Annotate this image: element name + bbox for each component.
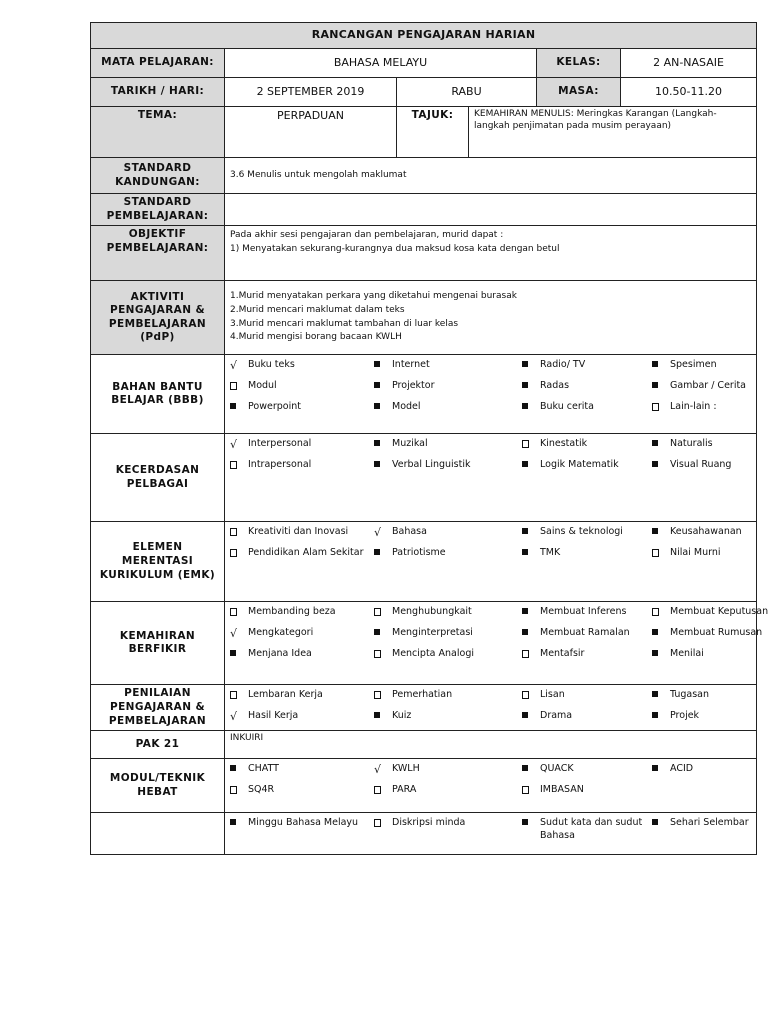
emk-grid — [230, 524, 751, 563]
option-item — [652, 817, 771, 842]
class-label: KELAS: — [537, 49, 621, 78]
option-label: Visual Ruang — [670, 458, 732, 470]
filled-square-icon — [522, 459, 540, 472]
last-row-options — [225, 813, 757, 855]
option-item — [374, 547, 516, 562]
empty-box-icon — [522, 784, 540, 799]
filled-square-icon — [374, 359, 392, 372]
option-label: Nilai Murni — [670, 546, 721, 558]
option-item — [374, 817, 516, 842]
filled-square-icon — [522, 710, 540, 723]
option-item — [374, 359, 516, 374]
theme-value: PERPADUAN — [225, 107, 397, 158]
option-item — [374, 763, 516, 778]
option-item — [374, 526, 516, 541]
pak21-label: PAK 21 — [91, 731, 225, 759]
option-item — [522, 526, 646, 541]
option-label: Modul — [248, 379, 277, 391]
option-item — [374, 784, 516, 799]
option-item — [522, 401, 646, 416]
option-label: PARA — [392, 783, 417, 795]
checkmark-icon — [374, 763, 392, 778]
option-item — [652, 606, 771, 621]
empty-box-icon — [374, 689, 392, 704]
option-label: Sains & teknologi — [540, 526, 623, 538]
modul-grid — [230, 761, 751, 800]
option-label: KWLH — [392, 763, 420, 775]
option-item — [652, 438, 771, 453]
option-label: Tugasan — [670, 689, 710, 701]
filled-square-icon — [652, 380, 670, 393]
emk-options — [225, 522, 757, 602]
filled-square-icon — [374, 380, 392, 393]
option-label: Sehari Selembar — [670, 817, 749, 829]
option-item — [522, 784, 646, 799]
time-value: 10.50-11.20 — [621, 78, 757, 107]
option-item — [230, 606, 368, 621]
filled-square-icon — [652, 710, 670, 723]
option-label: Radio/ TV — [540, 359, 586, 371]
option-item — [374, 689, 516, 704]
pak21-value: INKUIRI — [225, 731, 757, 759]
activity-item: 2.Murid mencari maklumat dalam teks — [230, 305, 405, 316]
last-row-grid — [230, 815, 751, 844]
option-label: Intrapersonal — [248, 458, 312, 470]
lesson-plan-table — [90, 22, 769, 855]
activity-item: 3.Murid mencari maklumat tambahan di luar kelas — [230, 318, 459, 329]
bbb-label: BAHAN BANTU BELAJAR (BBB) — [91, 355, 225, 434]
checkmark-icon — [374, 526, 392, 541]
option-label: Menilai — [670, 647, 704, 659]
checkmark-icon — [230, 627, 248, 642]
filled-square-icon — [652, 817, 670, 830]
filled-square-icon — [652, 459, 670, 472]
option-item — [374, 401, 516, 416]
theme-label: TEMA: — [91, 107, 225, 158]
option-item — [652, 380, 771, 395]
option-item — [230, 710, 368, 725]
option-item — [652, 526, 771, 541]
penilaian-grid — [230, 687, 751, 726]
filled-square-icon — [652, 438, 670, 451]
option-item — [230, 526, 368, 541]
filled-square-icon — [374, 547, 392, 560]
option-item — [230, 459, 368, 474]
option-label: Pendidikan Alam Sekitar — [248, 546, 364, 558]
option-item — [522, 763, 646, 778]
option-item — [652, 689, 771, 704]
objective-intro: Pada akhir sesi pengajaran dan pembelajaran, murid dapat : — [230, 230, 504, 241]
activities-cell — [225, 281, 757, 355]
emk-label: ELEMEN MERENTASI KURIKULUM (EMK) — [91, 522, 225, 602]
day-value: RABU — [397, 78, 537, 107]
filled-square-icon — [652, 359, 670, 372]
empty-box-icon — [522, 689, 540, 704]
subject-value: BAHASA MELAYU — [225, 49, 537, 78]
option-label: Verbal Linguistik — [392, 458, 471, 470]
option-label: Pemerhatian — [392, 689, 453, 701]
option-label: Membuat Inferens — [540, 606, 627, 618]
filled-square-icon — [652, 648, 670, 661]
filled-square-icon — [374, 401, 392, 414]
empty-box-icon — [230, 380, 248, 395]
filled-square-icon — [230, 648, 248, 661]
option-item — [374, 438, 516, 453]
option-label: Patriotisme — [392, 546, 446, 558]
option-item — [652, 459, 771, 474]
option-item — [522, 817, 646, 842]
option-item — [522, 689, 646, 704]
modul-label: MODUL/TEKNIK HEBAT — [91, 759, 225, 813]
option-label: Membanding beza — [248, 606, 336, 618]
subject-label: MATA PELAJARAN: — [91, 49, 225, 78]
empty-box-icon — [652, 401, 670, 416]
option-label: CHATT — [248, 763, 279, 775]
option-item — [522, 459, 646, 474]
option-item — [652, 763, 771, 778]
option-label: Mencipta Analogi — [392, 647, 474, 659]
empty-box-icon — [374, 817, 392, 832]
kecerdasan-label: KECERDASAN PELBAGAI — [91, 434, 225, 522]
option-item — [230, 380, 368, 395]
option-label: TMK — [540, 546, 561, 558]
option-label: Drama — [540, 709, 573, 721]
option-item — [374, 627, 516, 642]
option-item — [230, 627, 368, 642]
filled-square-icon — [522, 359, 540, 372]
option-label: Naturalis — [670, 438, 713, 450]
option-label: Powerpoint — [248, 400, 301, 412]
topic-value: KEMAHIRAN MENULIS: Meringkas Karangan (Langkah-langkah penjimatan pada musim perayaan) — [469, 107, 757, 158]
option-label: Radas — [540, 379, 570, 391]
option-item — [652, 648, 771, 663]
option-label: Gambar / Cerita — [670, 379, 747, 391]
option-item — [230, 763, 368, 778]
activities-label: AKTIVITI PENGAJARAN & PEMBELAJARAN (PdP) — [91, 281, 225, 355]
activity-item: 4.Murid mengisi borang bacaan KWLH — [230, 332, 402, 343]
option-label: Keusahawanan — [670, 526, 742, 538]
option-item — [652, 710, 771, 725]
option-label: Sudut kata dan sudut Bahasa — [540, 817, 643, 841]
class-value: 2 AN-NASAIE — [621, 49, 757, 78]
option-label: Minggu Bahasa Melayu — [248, 817, 359, 829]
filled-square-icon — [374, 459, 392, 472]
kecerdasan-grid — [230, 436, 751, 475]
checkmark-icon — [230, 710, 248, 725]
empty-box-icon — [230, 459, 248, 474]
filled-square-icon — [522, 547, 540, 560]
option-item — [652, 401, 771, 416]
option-label: Model — [392, 400, 421, 412]
time-label: MASA: — [537, 78, 621, 107]
empty-box-icon — [230, 547, 248, 562]
option-label: Membuat Rumusan — [670, 626, 763, 638]
filled-square-icon — [522, 763, 540, 776]
option-item — [522, 627, 646, 642]
filled-square-icon — [230, 401, 248, 414]
filled-square-icon — [652, 627, 670, 640]
standard-learning-value — [225, 194, 757, 226]
option-label: Membuat Keputusan — [670, 606, 769, 618]
option-item — [522, 438, 646, 453]
objective-label: OBJEKTIF PEMBELAJARAN: — [91, 226, 225, 281]
option-item — [230, 648, 368, 663]
option-item — [374, 380, 516, 395]
checkmark-icon — [230, 359, 248, 374]
filled-square-icon — [522, 627, 540, 640]
kecerdasan-options — [225, 434, 757, 522]
option-label: IMBASAN — [540, 783, 584, 795]
option-label: Hasil Kerja — [248, 709, 299, 721]
empty-box-icon — [374, 648, 392, 663]
objective-cell — [225, 226, 757, 281]
empty-box-icon — [522, 648, 540, 663]
option-item — [522, 380, 646, 395]
empty-box-icon — [230, 526, 248, 541]
option-item — [374, 459, 516, 474]
option-label: Diskripsi minda — [392, 817, 466, 829]
option-label: Internet — [392, 359, 430, 371]
option-label: Menginterpretasi — [392, 626, 473, 638]
filled-square-icon — [230, 763, 248, 776]
filled-square-icon — [522, 606, 540, 619]
filled-square-icon — [522, 401, 540, 414]
option-item — [522, 710, 646, 725]
option-label: Menghubungkait — [392, 606, 472, 618]
filled-square-icon — [522, 380, 540, 393]
option-item — [374, 648, 516, 663]
empty-box-icon — [522, 438, 540, 453]
page-title: RANCANGAN PENGAJARAN HARIAN — [91, 23, 757, 49]
option-label: QUACK — [540, 763, 574, 775]
standard-content-value: 3.6 Menulis untuk mengolah maklumat — [225, 158, 757, 194]
option-item — [652, 359, 771, 374]
standard-learning-label: STANDARD PEMBELAJARAN: — [91, 194, 225, 226]
option-label: Lisan — [540, 689, 565, 701]
empty-box-icon — [374, 784, 392, 799]
option-label: Membuat Ramalan — [540, 626, 630, 638]
option-label: SQ4R — [248, 783, 275, 795]
option-label: Spesimen — [670, 359, 717, 371]
kbat-options — [225, 602, 769, 685]
option-item — [522, 606, 646, 621]
activity-item: 1.Murid menyatakan perkara yang diketahui mengenai burasak — [230, 291, 517, 302]
option-item — [230, 359, 368, 374]
option-label: Mentafsir — [540, 647, 585, 659]
bbb-options — [225, 355, 757, 434]
empty-box-icon — [374, 606, 392, 621]
empty-box-icon — [230, 689, 248, 704]
option-label: Kreativiti dan Inovasi — [248, 526, 349, 538]
option-item — [230, 401, 368, 416]
option-item — [652, 627, 771, 642]
objective-item: 1) Menyatakan sekurang-kurangnya dua maksud kosa kata dengan betul — [230, 243, 560, 254]
filled-square-icon — [652, 763, 670, 776]
option-item — [230, 547, 368, 562]
date-label: TARIKH / HARI: — [91, 78, 225, 107]
date-value: 2 SEPTEMBER 2019 — [225, 78, 397, 107]
option-item — [230, 784, 368, 799]
option-label: Lembaran Kerja — [248, 689, 323, 701]
option-label: Interpersonal — [248, 438, 312, 450]
empty-box-icon — [652, 606, 670, 621]
option-item — [374, 606, 516, 621]
option-item — [522, 547, 646, 562]
filled-square-icon — [230, 817, 248, 830]
option-label: Buku cerita — [540, 400, 594, 412]
option-item — [230, 817, 368, 842]
empty-box-icon — [230, 606, 248, 621]
option-label: Kuiz — [392, 709, 412, 721]
filled-square-icon — [374, 438, 392, 451]
last-row-label — [91, 813, 225, 855]
lesson-plan-sheet — [90, 22, 769, 855]
option-label: Menjana Idea — [248, 647, 312, 659]
option-item — [522, 359, 646, 374]
penilaian-label: PENILAIAN PENGAJARAN & PEMBELAJARAN — [91, 685, 225, 731]
option-item — [374, 710, 516, 725]
option-item — [230, 438, 368, 453]
option-label: ACID — [670, 763, 694, 775]
option-label: Projektor — [392, 379, 435, 391]
filled-square-icon — [374, 627, 392, 640]
kbat-grid — [230, 604, 769, 664]
filled-square-icon — [374, 710, 392, 723]
option-label: Bahasa — [392, 526, 427, 538]
kbat-label: KEMAHIRAN BERFIKIR — [91, 602, 225, 685]
empty-box-icon — [652, 547, 670, 562]
option-label: Lain-lain : — [670, 400, 717, 412]
option-label: Muzikal — [392, 438, 428, 450]
filled-square-icon — [522, 817, 540, 830]
empty-box-icon — [230, 784, 248, 799]
option-label: Kinestatik — [540, 438, 588, 450]
option-label: Mengkategori — [248, 626, 314, 638]
filled-square-icon — [652, 526, 670, 539]
standard-content-label: STANDARD KANDUNGAN: — [91, 158, 225, 194]
option-label: Buku teks — [248, 359, 295, 371]
modul-options — [225, 759, 757, 813]
filled-square-icon — [652, 689, 670, 702]
option-label: Projek — [670, 709, 700, 721]
penilaian-options — [225, 685, 757, 731]
checkmark-icon — [230, 438, 248, 453]
topic-label: TAJUK: — [397, 107, 469, 158]
option-item — [652, 547, 771, 562]
option-item — [522, 648, 646, 663]
bbb-grid — [230, 357, 751, 417]
option-item — [230, 689, 368, 704]
option-label: Logik Matematik — [540, 458, 619, 470]
filled-square-icon — [522, 526, 540, 539]
